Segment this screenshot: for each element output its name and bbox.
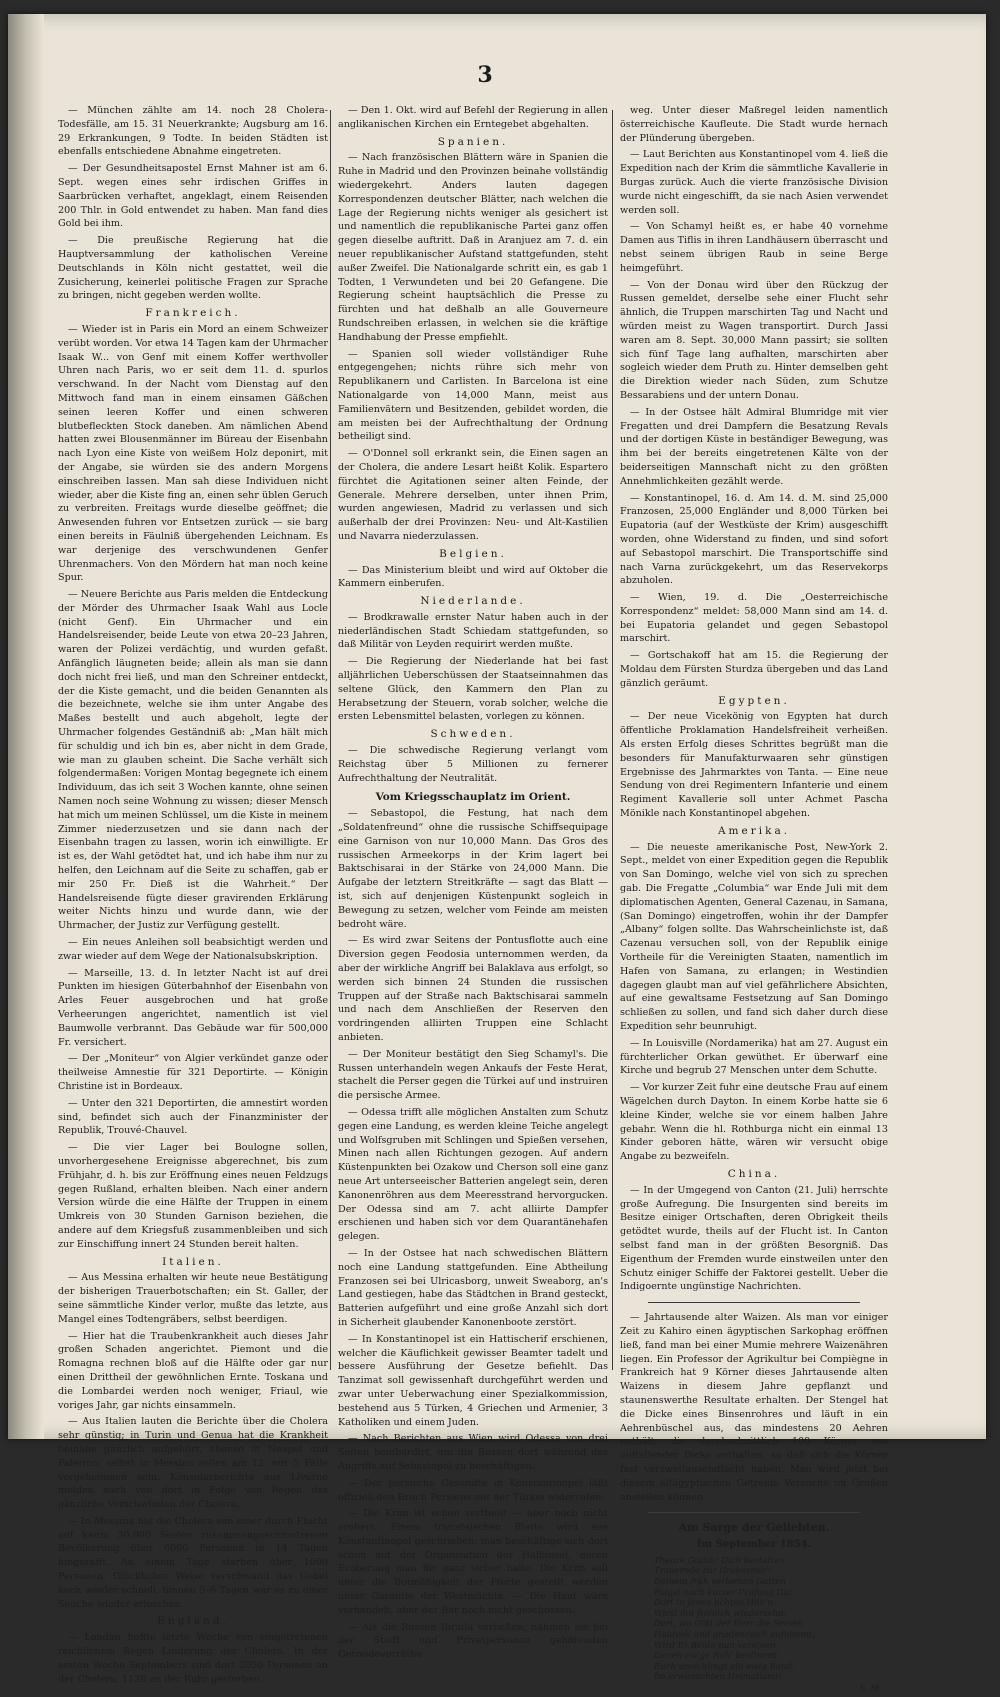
poem-line: Im erwünschten Heimatland!: [654, 1672, 782, 1683]
poem-line: Huldvoll und gnadenreich aufnimmt,: [654, 1630, 815, 1641]
article-paragraph: — Die neueste amerikanische Post, New-York 2. Sept., meldet von einer Expedition gegen die Republik von San Domingo, welche viel von sich zu sprechen gab. Die Fregatte „Columbia“ war Ende Juli mit dem diplomatischen Agenten, General Cazenau, in Samana, (San Domingo) eingetroffen, wohin ihr der Dampfer „Albany“ folgen sollte. Das Wahrscheinlichste ist, daß Cazenau versuchen soll, von der Republik einige Vortheile für die Vereinigten Staaten, namentlich im Hafen von Samana, zu erlangen; in Westindien dagegen glaubt man auf viel gefährlichere Absichten, auf eine gewaltsame Festsetzung auf San Domingo schließen zu sollen, und fand sich daher durch diese Expedition sehr beunruhigt.: [620, 841, 888, 1032]
section-divider: [648, 1302, 860, 1303]
section-divider: [648, 1512, 860, 1513]
section-heading: Amerika.: [717, 824, 791, 837]
section-heading: England.: [157, 1615, 229, 1628]
poem-line: Wirst ihn fröhlich wiedersehn!: [654, 1608, 788, 1619]
article-paragraph: — Ein neues Anleihen soll beabsichtigt werden und zwar wieder auf dem Wege der Nationalsubskription.: [58, 937, 328, 962]
poem-line: Wird Er Beide nun vereinen,: [654, 1640, 779, 1651]
section-heading: Spanien.: [437, 135, 509, 148]
article-paragraph: weg. Unter dieser Maßregel leiden namentlich österreichische Kaufleute. Die Stadt wurde hernach der Plünderung übergeben.: [620, 105, 888, 144]
article-paragraph: — Nach Berichten aus Wien wird Odessa von drei Seiten bombardirt, um die Russen dort während des Angriffs auf Sebastopol zu beschäftigen.: [338, 1433, 608, 1472]
article-paragraph: — Gortschakoff hat am 15. die Regierung der Moldau dem Fürsten Sturdza übergeben und das Land gänzlich geräumt.: [620, 650, 888, 689]
article-paragraph: — Sebastopol, die Festung, hat nach dem „Soldatenfreund“ ohne die russische Schiffsequipage eine Garnison von nur 10,000 Mann. Das Gros des russischen Armeekorps in der Krim lagert bei Baktschisarai in der Stärke von 24,000 Mann. Die Aufgabe der letztern Streitkräfte — sagt das Blatt — ist, sich auf denjenigen Küstenpunkt sogleich in Bewegung zu setzen, welcher vom Feinde am meisten bedroht wäre.: [338, 808, 608, 930]
article-paragraph: — In Konstantinopel ist ein Hattischerif erschienen, welcher die Käuflichkeit gewisser Beamter tadelt und bessere Ausführung der Gesetze befiehlt. Das Tanzimat soll gewissenhaft durchgeführt werden und zwar unter Ueberwachung einer Spezialkommission, bestehend aus 5 Türken, 4 Griechen und Armenier, 3 Katholiken und einem Juden.: [338, 1333, 608, 1428]
poem-line: Deinem früh verlornen Gatten: [654, 1577, 786, 1588]
article-paragraph: — Unter den 321 Deportirten, die amnestirt worden sind, befindet sich auch der Finanzminister der Republik, Trouvé-Chauvel.: [58, 1097, 328, 1137]
section-heading: Frankreich.: [145, 307, 241, 320]
poem-line: Trauernde zur Grabesruh'!: [654, 1566, 772, 1577]
article-paragraph: — In Louisville (Nordamerika) hat am 27. August ein fürchterlicher Orkan gewüthet. Er überwarf eine Kirche und begrub 27 Menschen unter dem Schutte.: [620, 1037, 888, 1077]
article-paragraph: — Vor kurzer Zeit fuhr eine deutsche Frau auf einem Wägelchen durch Dayton. In einem Korbe hatte sie 6 kleine Kinder, welche sie vor einem halben Jahre gebahr. Wenn die hl. Rothburga nicht ein einmal 13 Kinder geboren hätte, wären wir versucht obige Angabe zu bezweifeln.: [620, 1082, 889, 1163]
poem-line: Theure Gattin! Dich bestatten: [654, 1555, 785, 1566]
article-paragraph: — Aus Messina erhalten wir heute neue Bestätigung der bisherigen Trauerbotschaften; ein St. Galler, der seine sämmtliche Kinder verlor, mußte das letzte, aus Mangel eines Todtengräbers, selbst beerdigen.: [58, 1272, 328, 1325]
section-heading: Schweden.: [430, 728, 516, 741]
section-heading: Niederlande.: [420, 595, 526, 608]
section-heading-bold: Vom Kriegsschauplatz im Orient.: [375, 791, 571, 804]
poem-line: Denen ew'ge Ruh' bestimmt;: [654, 1651, 780, 1662]
section-heading: Belgien.: [439, 547, 507, 560]
column-2: [338, 104, 608, 1661]
column-rule-2: [612, 110, 613, 1370]
article-paragraph: — Brodkrawalle ernster Natur haben auch in der niederländischen Stadt Schiedam stattgefunden, so daß Militär von Leyden requirirt werden mußte.: [338, 611, 608, 651]
page-number: 3: [477, 62, 493, 88]
column-3: [620, 104, 889, 1695]
column-1: [58, 104, 328, 1685]
poem-line: Euch umschlingt ein ewig Band,: [654, 1661, 795, 1672]
poem-line: Dort in jenen lichten Höh'n: [654, 1598, 773, 1609]
article-paragraph: — Die schwedische Regierung verlangt vom Reichstag über 5 Millionen zu fernerer Aufrechthaltung der Neutralität.: [338, 745, 608, 784]
section-heading: Egypten.: [718, 694, 790, 707]
article-paragraph: — Konstantinopel, 16. d. Am 14. d. M. sind 25,000 Franzosen, 25,000 Engländer und 8,000 Türken bei Eupatoria (auf der Westküste der Krim) ausgeschifft worden, ohne Widerstand zu finden, und sind sofort auf Sebastopol marschirt. Die Transportschiffe sind nach Varna zurückgekehrt, um das Reservekorps abzuholen.: [620, 492, 888, 587]
article-paragraph: — Hier hat die Traubenkrankheit auch dieses Jahr großen Schaden angerichtet. Piemont und die Romagna rechnen bloß auf die Hälfte oder gar nur einen Drittheil der gewöhnlichen Ernte. Toskana und die Lombardei werden noch weniger, Friaul, wie voriges Jahr, gar nichts einsammeln.: [58, 1330, 328, 1411]
article-paragraph: — Das Ministerium bleibt und wird auf Oktober die Kammern einberufen.: [338, 564, 608, 590]
article-paragraph: — Laut Berichten aus Konstantinopel vom 4. ließ die Expedition nach der Krim die sämmtliche Kavallerie in Burgas zurück. Auch die vierte französische Division wurde nicht eingeschifft, da sie nach Asien verwendet werden soll.: [620, 149, 888, 216]
article-paragraph: — Wien, 19. d. Die „Oesterreichische Korrespondenz“ meldet: 58,000 Mann sind am 14. d. bei Eupatoria gelandet und gegen Sebastopol marschirt.: [620, 592, 888, 645]
article-paragraph: — Der Gesundheitsapostel Ernst Mahner ist am 6. Sept. wegen eines sehr irdischen Griffes in Saarbrücken verhaftet, angeklagt, einem Reisenden 200 Thlr. in Gold entwendet zu haben. Man fand dies Gold bei ihm.: [58, 163, 328, 230]
article-paragraph: — Neuere Berichte aus Paris melden die Entdeckung der Mörder des Uhrmacher Isaak Wahl aus Locle (nicht Genf). Ein Uhrmacher und ein Handelsreisender, beide Leute von etwa 20–23 Jahren, waren der Polizei verdächtig, und wurden gefaßt. Anfänglich läugneten beide; allein als man sie dann doch nicht frei ließ, und man den Schreiner entdeckt, der die Kiste gemacht, und die beiden Genannten als die bezeichnete, welche sie ihm unter Angabe des Maßes bestellt und auch abgeholt, legte der Uhrmacher folgendes Geständniß ab: „Man hält mich für schuldig und ich bin es, aber nicht in dem Grade, wie man zu glauben scheint. Die Sache verhält sich folgendermaßen: Vorigen Montag begegnete ich einem Individuum, das ich seit 3 Wochen kannte, ohne seinen Namen noch seine Wohnung zu wissen; dieser Mensch hat mich um meinen Schlüssel, um die Kiste in meinem Zimmer niederzusetzen und sie dann nach der Eisenbahn tragen zu lassen, worin ich einwilligte. Er ist es, der Wahl getödtet hat, und ich habe ihm nur zu helfen, den Leichnam auf die Seite zu schaffen, gab er mir 250 Fr. Dieß ist die Wahrheit.“ Der Handelsreisende fügte dieser gravirenden Erklärung weiter Nichts hinzu und wurde dann, wie der Uhrmacher, der Justiz zur Verfügung gestellt.: [58, 589, 328, 932]
article-paragraph: — Der „Moniteur“ von Algier verkündet ganze oder theilweise Amnestie für 321 Deportirte. — Königin Christine ist in Bordeaux.: [58, 1053, 328, 1092]
article-paragraph: — Die Regierung der Niederlande hat bei fast alljährlichen Ueberschüssen der Staatseinnahmen das seltene Glück, den Kammern den Plan zu Herabsetzung der Steuern, vorab solcher, welche die ersten Lebensmittel belasten, vorlegen zu können.: [338, 656, 608, 723]
poem-subtitle: Im September 1854.: [696, 1539, 812, 1551]
article-paragraph: — Die Krim ist schon vertheilt — aber noch nicht erobert. Einem französischen Blatte wird aus Konstantinopel geschrieben: man beschäftige sich dort schon mit der Organisation der Halbinsel, deren Eroberung man für ganz sicher halte. Die Krim soll unter die Botmäßigkeit der Pforte gestellt werden unter Garantie der Westmächte. — Die Haut wäre verhandelt, aber der Bär noch nicht geschossen.: [338, 1508, 608, 1616]
article-paragraph: — London hoffte letzte Woche von eingetretenen reichlichem Regen Linderung der Cholera. In der ersten Woche Septembers sind dort 2050 Personen an der Cholera, 1128 an der Ruhr gestorben.: [58, 1632, 328, 1685]
column-rule-1: [330, 110, 331, 1370]
article-paragraph: — Wieder ist in Paris ein Mord an einem Schweizer verübt worden. Vor etwa 14 Tagen kam der Uhrmacher Isaak W... von Genf mit einem Koffer werthvoller Uhren nach Paris, wo er seit dem 11. d. spurlos verschwand. In der Nacht vom Dienstag auf den Mittwoch fand man in einem einsamen Gäßchen seinen leeren Koffer und einen schweren blutbefleckten Stock daneben. Am nämlichen Abend hatten zwei Blousenmänner im Büreau der Eisenbahn nach Lyon eine Kiste von weißem Holz deponirt, mit der Angabe, sie würden sie des andern Morgens einschreiben lassen. Man sah diese Individuen nicht wieder, aber die Kiste fing an, einen sehr üblen Geruch zu verbreiten. Freitags wurde dieselbe geöffnet; die Anwesenden fuhren vor Entsetzen zurück — sie barg einen bereits in Fäulniß übergehenden Leichnam. Es war derjenige des verschwundenen Genfer Uhrenmachers. Von den Mördern hat man noch keine Spur.: [58, 323, 328, 584]
article-paragraph: — In der Ostsee hält Admiral Blumridge mit vier Fregatten und drei Dampfern die Besatzung Revals und der dortigen Küste in beständiger Bewegung, was ihm bei der bereits eingetretenen Kälte von der beiderseitigen Mannschaft nicht zu den größten Annehmlichkeiten gezählt werde.: [620, 406, 888, 487]
poem-line: Folgst nach kurzer Prüfung Du!: [654, 1587, 793, 1598]
article-paragraph: — Als die Russen Ibraila verließen, nahmen sie bei der Stadt und Privatpersonen gehörenden Getreidevorräthe: [338, 1621, 608, 1661]
page-binding-shadow: [8, 14, 44, 1439]
article-paragraph: — Von der Donau wird über den Rückzug der Russen gemeldet, derselbe sehe einer Flucht sehr ähnlich, die Truppen marschirten Tag und Nacht und würden meist zu Wagen transportirt. Durch Jassi waren am 8. Sept. 30,000 Mann passirt; sie sollten sich fünf Tage lang aufhalten, marschirten aber sogleich wieder dem Pruth zu. Hinter demselben geht die Direktion wieder nach Süden, zum Schutze Bessarabiens und der untern Donau.: [620, 279, 888, 401]
article-paragraph: — München zählte am 14. noch 28 Cholera-Todesfälle, am 15. 31 Neuerkrankte; Augsburg am 16. 29 Erkrankungen, 9 Todte. In beiden Städten ist ebenfalls entschiedene Abnahme eingetreten.: [58, 105, 328, 158]
article-paragraph: — Der Moniteur bestätigt den Sieg Schamyl's. Die Russen unterhandeln wegen Ankaufs der Feste Herat, stachelt die Perser gegen die Türkei auf und instruiren die persische Armee.: [338, 1048, 608, 1102]
article-paragraph: — Jahrtausende alter Waizen. Als man vor einiger Zeit zu Kahiro einen ägyptischen Sarkophag eröffnen ließ, fand man bei einer Mumie mehrere Waizenähren liegen. Ein Professor der Agrikultur bei Compiègne in Frankreich hat 9 Körner dieses Jahrtausende alten Waizens in diesem Jahre gepflanzt und staunenswerthe Resultate erhalten. Der Stengel hat die Dicke eines Binsenrohres und läuft in ein Aehrenbüschel aus, das mindestens 20 Aehren enthält, die durchschnittlich 100 Körner von auffallender Dicke enthalten, so daß sich die Körner fast verzweitausendfacht haben. Man wird jetzt bei diesem altägyptischen Getreide Versuche im Großen anstellen können.: [620, 1312, 888, 1503]
section-heading: China.: [727, 1167, 781, 1180]
article-paragraph: — Nach französischen Blättern wäre in Spanien die Ruhe in Madrid und den Provinzen beinahe vollständig wiedergekehrt. Anders lauten dagegen Korrespondenzen deutscher Blätter, nach welchen die Lage der Regierung nichts weniger als gesichert ist und namentlich die republikanische Partei ganz offen gegen dieselbe auftritt. Daß in Aranjuez am 7. d. ein neuer republikanischer Aufstand stattgefunden, steht außer Zweifel. Die Nationalgarde schritt ein, es gab 1 Todten, 1 Verwundeten und bei 20 Gefangene. Die Regierung scheint hauptsächlich die Presse zu fürchten und hat deßhalb an alle Gouverneure Rundschreiben erlassen, in welchen sie die kräftige Handhabung der Presse empfiehlt.: [338, 152, 608, 343]
article-paragraph: — In der Umgegend von Canton (21. Juli) herrschte große Aufregung. Die Insurgenten sind bereits im Besitze einiger Ortschaften, deren Obrigkeit theils getödtet wurde, theils auf der Flucht ist. In Canton selbst fand man in der größten Besorgniß. Das Eigenthum der Fremden wurde einstweilen unter den Schutz einiger Schiffe der Faktorei gestellt. Ueber die Indigoernte ungünstige Nachrichten.: [620, 1184, 888, 1293]
section-heading: Italien.: [162, 1255, 224, 1268]
article-paragraph: — Aus Italien lauten die Berichte über die Cholera sehr günstig; in Turin und Genua hat die Krankheit beinahe gänzlich aufgehört, ebenso in Neapel und Palermo; selbst in Messina sollen am 12. nur 5 Fälle vorgekommen sein. Konsularberichte aus Livorno melden auch von dort in Folge von Regen das gänzliche Verschwinden der Cholera.: [58, 1416, 328, 1511]
article-paragraph: — Spanien soll wieder vollständiger Ruhe entgegengehen; nichts rühre sich mehr von Republikanern und Carlisten. In Barcelona ist eine Nationalgarde von 14,000 Mann, meist aus Familienvätern und Besitzenden, gebildet worden, die am meisten bei der Aufrechthaltung der Ordnung betheiligt sind.: [338, 348, 608, 443]
article-paragraph: — Marseille, 13. d. In letzter Nacht ist auf drei Punkten im hiesigen Güterbahnhof der Eisenbahn von Arles Feuer ausgebrochen und hat große Verheerungen angerichtet, namentlich ist viel Baumwolle verbrannt. Das Gebäude war für 500,000 Fr. versichert.: [58, 967, 328, 1048]
poem-title: Am Sarge der Geliebten.: [678, 1521, 830, 1535]
article-paragraph: — In der Ostsee hat nach schwedischen Blättern noch eine Landung stattgefunden. Eine Abtheilung Franzosen sei bei Ulricasborg, unweit Sweaborg, an's Land gestiegen, habe das Städtchen in Brand gesteckt, Batterien aufgeführt und eine große Anzahl sich dort in Sicherheit glaubender Kanonenboote zerstört.: [338, 1247, 608, 1328]
article-paragraph: — Die vier Lager bei Boulogne sollen, unvorhergesehene Ereignisse abgerechnet, bis zum Frühjahr, d. h. bis zur Eröffnung eines neuen Feldzugs gegen Rußland, erhalten bleiben. Nach einer andern Version würde die eine Hälfte der Truppen in einem Umkreis von 30 Stunden Garnison beziehen, die andere auf dem Kriegsfuß zusammenbleiben und sich zur Einschiffung innert 24 Stunden bereit halten.: [58, 1142, 328, 1250]
article-paragraph: — Den 1. Okt. wird auf Befehl der Regierung in allen anglikanischen Kirchen ein Erntegebet abgehalten.: [338, 105, 608, 130]
article-paragraph: — Es wird zwar Seitens der Pontusflotte auch eine Diversion gegen Feodosia unternommen werden, da aber der wirkliche Angriff bei Balaklava aus erfolgt, so werden sich binnen 24 Stunden die russischen Truppen auf der Straße nach Baktschisarai sammeln und nach dem Anschließen der Reserven den vordringenden alliirten Truppen eine Schlacht anbieten.: [338, 935, 608, 1043]
article-paragraph: — O'Donnel soll erkrankt sein, die Einen sagen an der Cholera, die andere Lesart heißt Kolik. Espartero fürchtet die Agitationen seiner alten Feinde, der Generale. Mehrere derselben, unter ihnen Prim, wurden angewiesen, Madrid zu verlassen und sich außerhalb der drei Provinzen: Neu- und Alt-Kastilien und Navarra niederzulassen.: [338, 448, 608, 542]
article-paragraph: — In Messina hat die Cholera von einer durch Flucht auf kaum 30,000 Seelen zusammengeschmolzenen Bevölkerung über 6000 Personen in 14 Tagen hingerafft. An einem Tage starben über 1000 Personen. Glücklicher Weise verschwand das Uebel auch wieder schnell, binnen 5–6 Tagen war es zu einer Seuche wieder erloschen.: [58, 1515, 328, 1610]
poem-signature: S. M.: [859, 1684, 882, 1695]
article-paragraph: — Die preußische Regierung hat die Hauptversammlung der katholischen Vereine Deutschlands in Köln nicht gestattet, weil die Zusicherung, keinerlei politische Fragen zur Sprache zu bringen, nicht gegeben werden wollte.: [58, 235, 328, 302]
article-paragraph: — Von Schamyl heißt es, er habe 40 vornehme Damen aus Tiflis in ihren Landhäusern überrascht und nebst seinem übrigen Raub in seine Berge heimgeführt.: [620, 221, 888, 274]
poem-line: Dort, wo Gott der Herr die Seinen: [654, 1619, 803, 1630]
article-paragraph: — Odessa trifft alle möglichen Anstalten zum Schutz gegen eine Landung, es werden kleine Teiche angelegt und Wolfsgruben mit Schlingen und Spießen versehen, Minen nach allen Richtungen gezogen. Auf andern Küstenpunkten bei Ozakow und Cherson soll eine ganz neue Art unterseeischer Batterien angelegt sein, deren Kanonenröhren aus dem Meeresstrand hervorgucken. Der Odessa sind am 7. acht alliirte Dampfer erschienen und haben sich vor dem Quarantänehafen gelegen.: [338, 1106, 608, 1243]
article-paragraph: — Der neue Vicekönig von Egypten hat durch öffentliche Proklamation Handelsfreiheit verheißen. Als ersten Erfolg dieses Schrittes begrüßt man die besonders für Manufakturwaaren sehr günstigen Ergebnisse des Jahrmarktes von Tanta. — Eine neue Sendung von drei Regimentern Infanterie und einem Regiment Kavallerie soll unter Achmet Pascha Mönikle nach Konstantinopel abgehen.: [620, 711, 888, 820]
article-paragraph: — Der persische Gesandte in Konstantinopel läßt offiziell den Bruch Persiens mit der Türkei widerrufen.: [338, 1477, 608, 1503]
newspaper-page: [8, 14, 986, 1695]
